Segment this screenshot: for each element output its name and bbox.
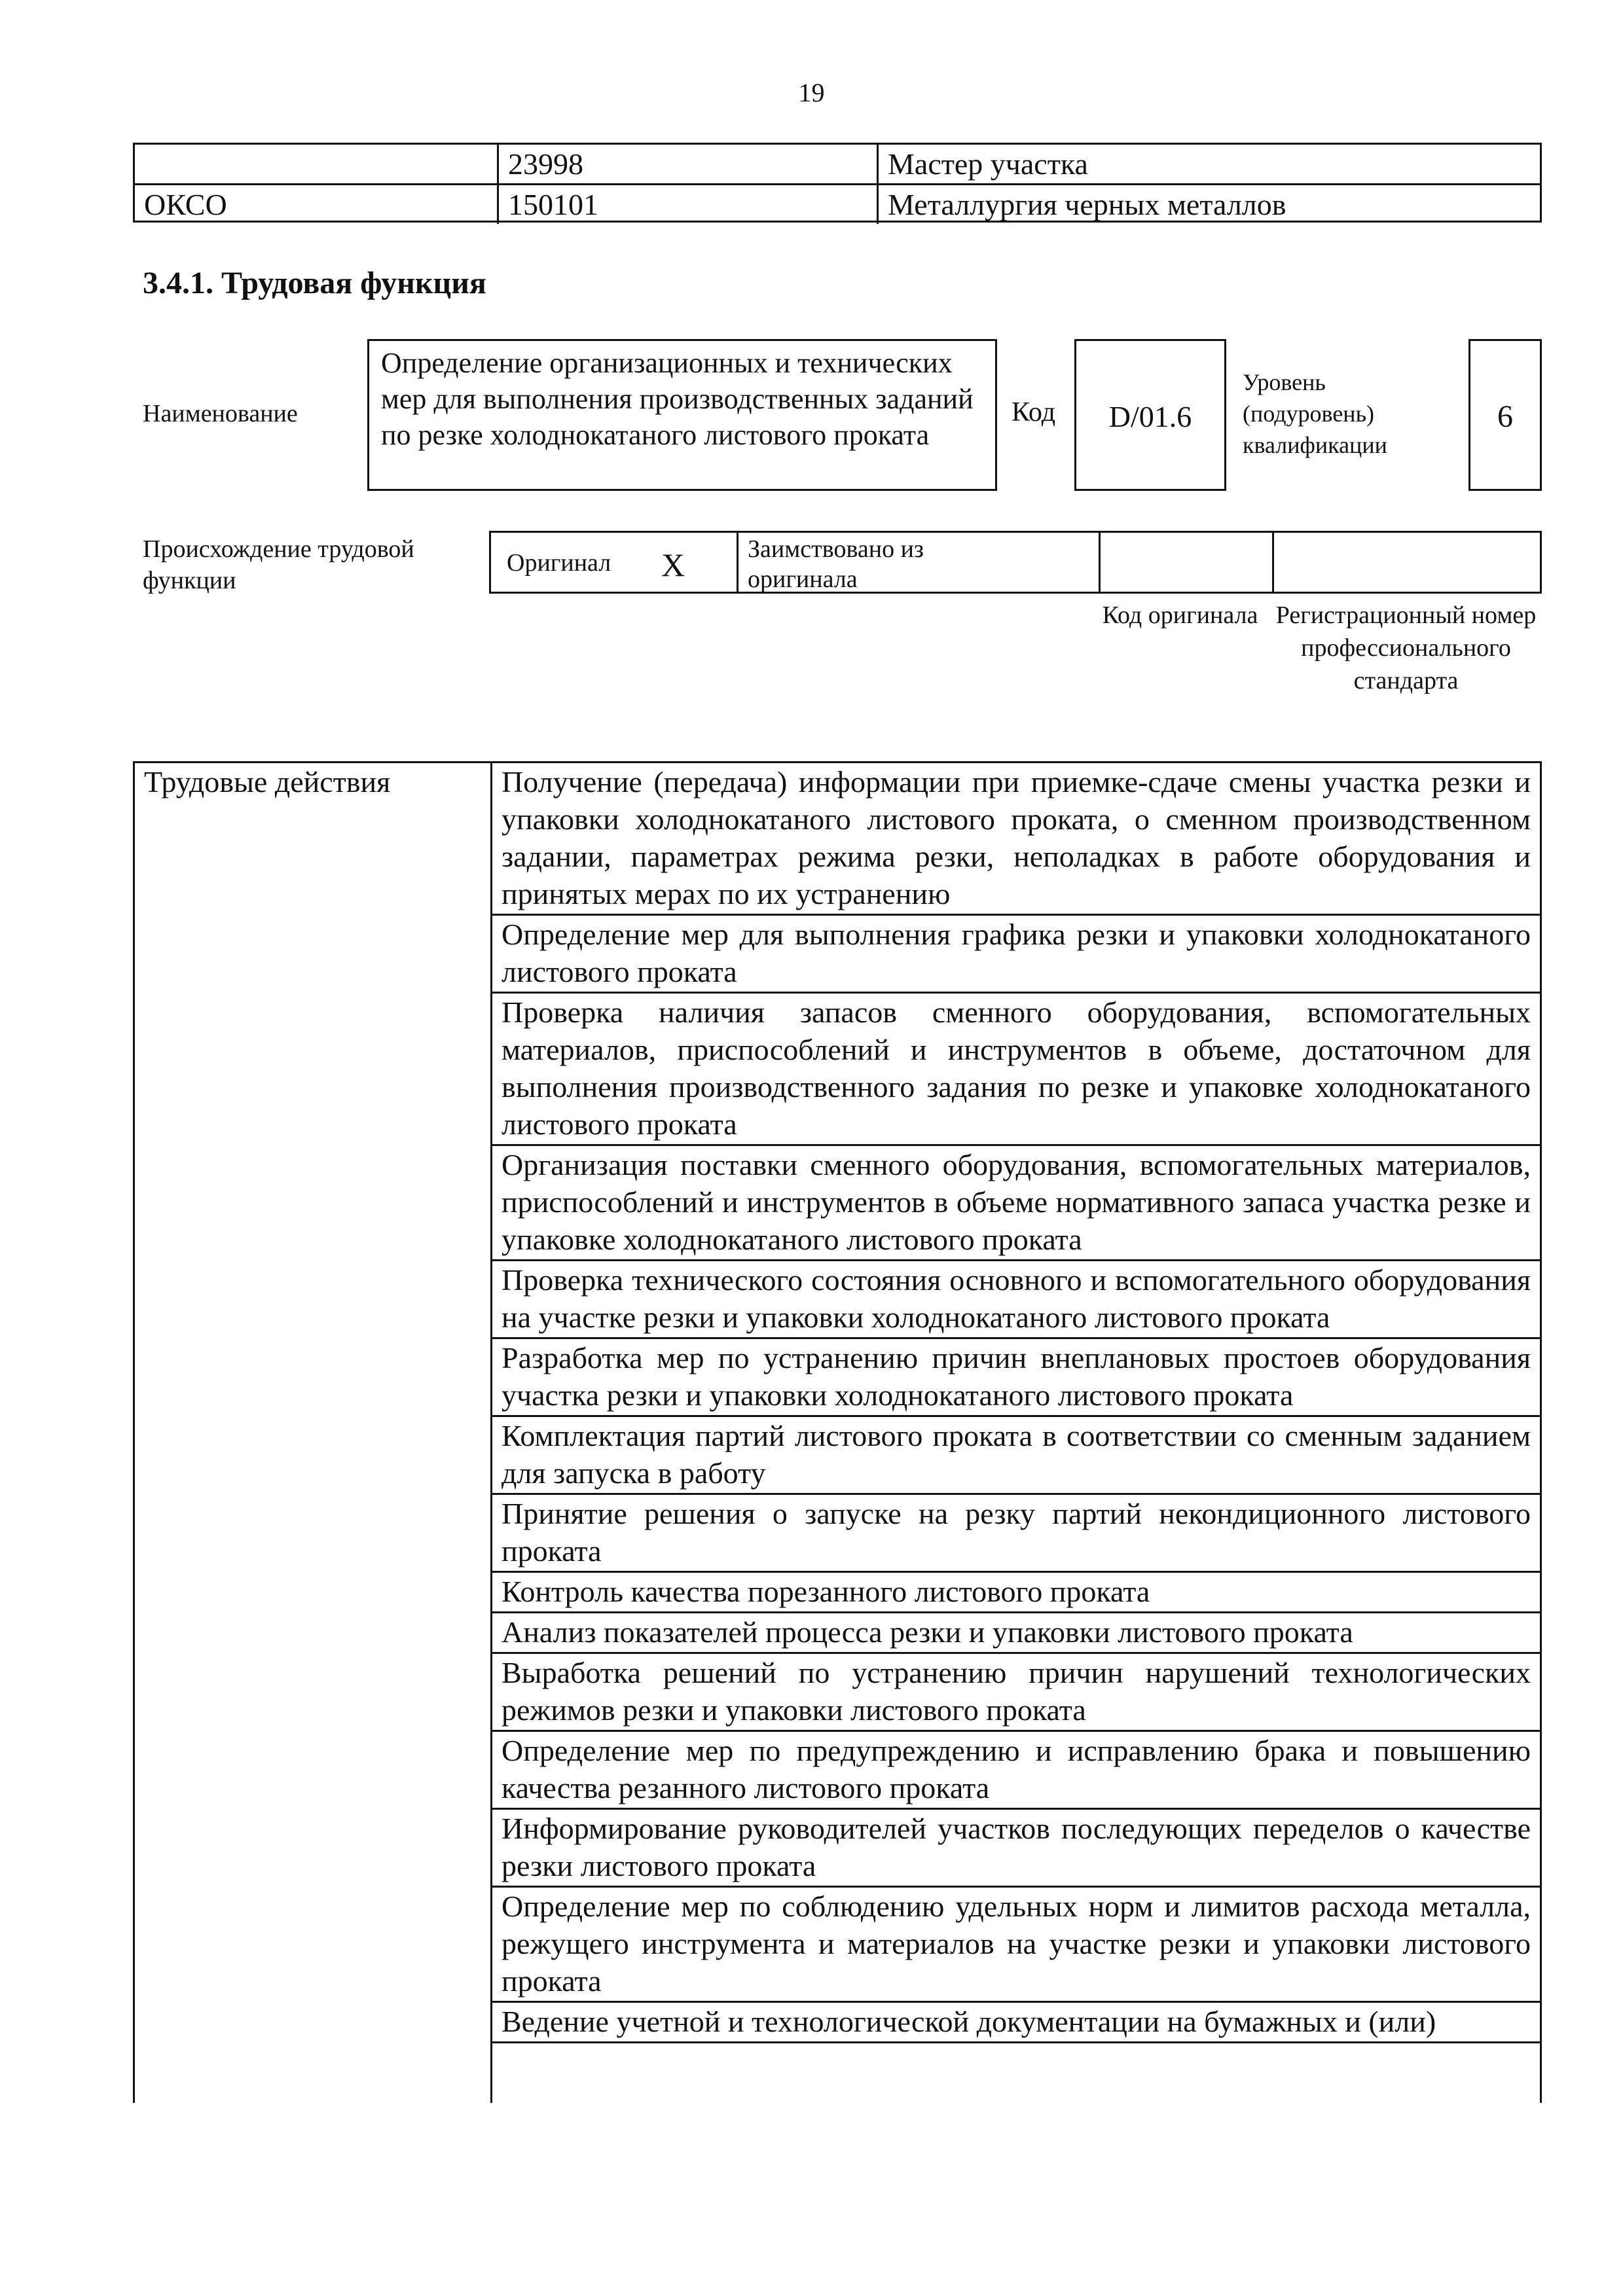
labor-action-item: Анализ показателей процесса резки и упаковки листового проката: [492, 1613, 1540, 1654]
original-mark: X: [661, 547, 685, 583]
original-code-caption: Код оригинала: [1102, 601, 1258, 629]
labor-actions-label: Трудовые действия: [144, 765, 391, 798]
name-cell: Металлургия черных металлов: [877, 185, 1542, 224]
origin-table: [489, 531, 1542, 594]
classification-table: [133, 143, 1542, 223]
labor-action-item: Определение мер по предупреждению и исправлению брака и повышению качества резанного листового проката: [492, 1732, 1540, 1810]
origin-label: Происхождение трудовой функции: [143, 535, 414, 594]
borrowed-label: Заимствовано из оригинала: [748, 535, 924, 593]
name-cell: Мастер участка: [877, 145, 1542, 183]
original-code-cell: [1099, 533, 1272, 592]
classification-row: [135, 183, 1540, 224]
qualification-level-label: Уровень (подуровень) квалификации: [1243, 369, 1387, 458]
section-heading: 3.4.1. Трудовая функция: [143, 266, 486, 300]
qualification-level-box: 6: [1468, 339, 1542, 491]
page-number: 19: [798, 78, 825, 107]
code-system-cell: ОКСО: [144, 188, 227, 221]
labor-action-item: Определение мер по соблюдению удельных норм и лимитов расхода металла, режущего инструмента и материалов на участке резки и упаковки листового проката: [492, 1888, 1540, 2003]
labor-action-item: Выработка решений по устранению причин нарушений технологических режимов резки и упаковки листового проката: [492, 1654, 1540, 1732]
code-cell: 23998: [497, 145, 877, 183]
labor-action-item: Принятие решения о запуске на резку партий некондиционного листового проката: [492, 1495, 1540, 1573]
labor-action-item: Определение мер для выполнения графика резки и упаковки холоднокатаного листового проката: [492, 916, 1540, 994]
function-name-label: Наименование: [143, 400, 298, 427]
classification-row: [135, 145, 1540, 183]
labor-action-item: Комплектация партий листового проката в соответствии со сменным заданием для запуска в работу: [492, 1417, 1540, 1495]
labor-action-item: Получение (передача) информации при приемке-сдаче смены участка резки и упаковки холоднокатаного листового проката, о сменном производственном задании, параметрах режима резки, неполадках в работе оборудования и принятых мерах по их устранению: [492, 763, 1540, 916]
registration-number-cell: [1272, 533, 1544, 592]
function-name-box: Определение организационных и технических мер для выполнения производственных заданий по резке холоднокатаного листового проката: [367, 339, 997, 491]
labor-action-item: Разработка мер по устранению причин внеплановых простоев оборудования участка резки и упаковки холоднокатаного листового проката: [492, 1339, 1540, 1417]
labor-action-item: Ведение учетной и технологической документации на бумажных и (или): [492, 2003, 1540, 2043]
original-label: Оригинал: [507, 549, 611, 577]
labor-action-item: Организация поставки сменного оборудования, вспомогательных материалов, приспособлений и инструментов в объеме нормативного запаса участка резке и упаковке холоднокатаного листового проката: [492, 1146, 1540, 1261]
code-system-cell: [135, 145, 497, 183]
labor-action-item: Контроль качества порезанного листового проката: [492, 1573, 1540, 1613]
function-code-box: D/01.6: [1074, 339, 1226, 491]
original-cell: [491, 533, 737, 592]
labor-action-item: Проверка технического состояния основного и вспомогательного оборудования на участке резки и упаковки холоднокатаного листового проката: [492, 1261, 1540, 1339]
labor-action-item: Информирование руководителей участков последующих переделов о качестве резки листового проката: [492, 1810, 1540, 1888]
borrowed-cell: [737, 533, 1099, 592]
labor-actions-table: [133, 761, 1542, 2103]
registration-number-caption: Регистрационный номер профессионального стандарта: [1275, 601, 1537, 694]
function-code-label: Код: [1012, 397, 1056, 427]
code-cell: 150101: [497, 185, 877, 224]
labor-actions-list: [492, 763, 1540, 2043]
labor-action-item: Проверка наличия запасов сменного оборудования, вспомогательных материалов, приспособлений и инструментов в объеме, достаточном для выполнения производственного задания по резке и упаковке холоднокатаного листового проката: [492, 994, 1540, 1146]
